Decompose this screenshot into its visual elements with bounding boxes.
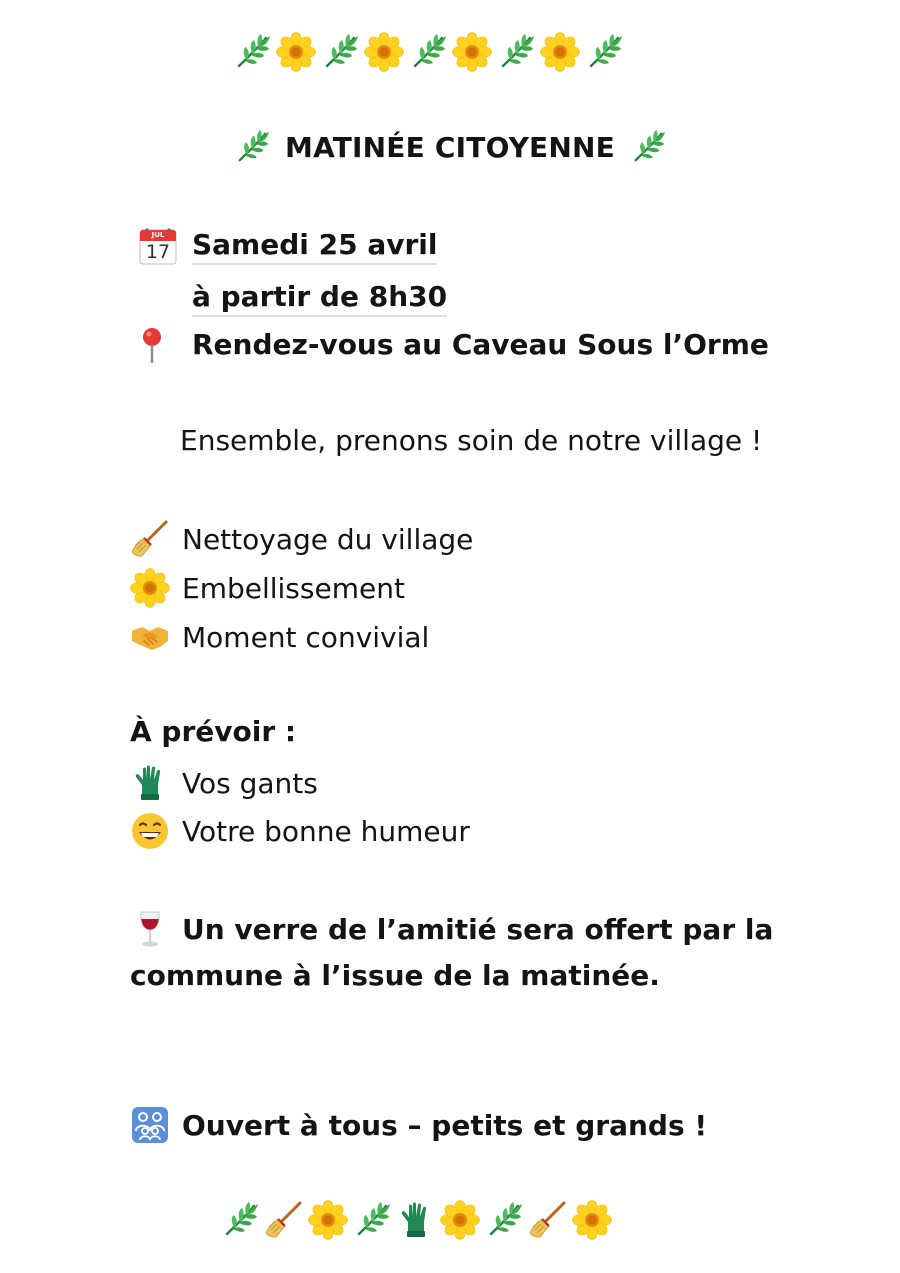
pin-icon (132, 324, 172, 364)
flower-icon (130, 568, 170, 608)
bring-item (130, 811, 470, 851)
bring-heading-text: À prévoir : (130, 715, 297, 748)
bottom-decoration-border (220, 1200, 612, 1240)
leaf-icon (484, 1200, 524, 1240)
activity-item (130, 519, 473, 559)
glove-icon (130, 763, 170, 803)
bring-label: Vos gants (182, 766, 318, 800)
activity-item (130, 617, 429, 657)
leaf-icon (233, 128, 271, 166)
event-date: Samedi 25 avril (192, 228, 437, 265)
flower-icon (452, 32, 492, 72)
top-decoration-border (232, 32, 624, 72)
wine-glass-icon (130, 909, 170, 949)
bring-label: Votre bonne humeur (182, 814, 470, 848)
event-time-line (192, 280, 447, 317)
broom-icon (528, 1200, 568, 1240)
glove-icon (396, 1200, 436, 1240)
calendar-icon (138, 226, 178, 266)
bring-item (130, 763, 318, 803)
open-line (130, 1105, 707, 1145)
activity-label: Nettoyage du village (182, 522, 474, 556)
open-text: Ouvert à tous – petits et grands ! (182, 1108, 708, 1142)
drink-text-1: Un verre de l’amitié sera offert par la (182, 912, 774, 946)
leaf-icon (320, 32, 360, 72)
calendar-month: JUL (151, 231, 165, 239)
leaf-icon (232, 32, 272, 72)
handshake-icon (130, 617, 170, 657)
leaf-icon (220, 1200, 260, 1240)
page-title (0, 128, 900, 166)
flower-icon (540, 32, 580, 72)
event-time: à partir de 8h30 (192, 280, 447, 317)
leaf-icon (584, 32, 624, 72)
flower-icon (364, 32, 404, 72)
leaf-icon (496, 32, 536, 72)
activity-label: Embellissement (182, 571, 405, 605)
event-location-line (132, 324, 769, 364)
drink-line-1 (130, 909, 773, 949)
smile-icon (130, 811, 170, 851)
event-date-line (138, 226, 437, 266)
activity-label: Moment convivial (182, 620, 430, 654)
leaf-icon (352, 1200, 392, 1240)
drink-line-2 (130, 959, 660, 992)
flower-icon (276, 32, 316, 72)
flower-icon (440, 1200, 480, 1240)
flower-icon (308, 1200, 348, 1240)
broom-icon (264, 1200, 304, 1240)
activity-item (130, 568, 405, 608)
tagline-text: Ensemble, prenons soin de notre village ! (180, 424, 763, 457)
tagline (180, 424, 762, 457)
leaf-icon (408, 32, 448, 72)
bring-heading (130, 715, 296, 748)
family-icon (130, 1105, 170, 1145)
broom-icon (130, 519, 170, 559)
leaf-icon (629, 128, 667, 166)
drink-text-2: commune à l’issue de la matinée. (130, 959, 660, 992)
title-text: MATINÉE CITOYENNE (285, 130, 615, 164)
flower-icon (572, 1200, 612, 1240)
calendar-day: 17 (145, 241, 171, 263)
event-location: Rendez-vous au Caveau Sous l’Orme (192, 327, 769, 361)
